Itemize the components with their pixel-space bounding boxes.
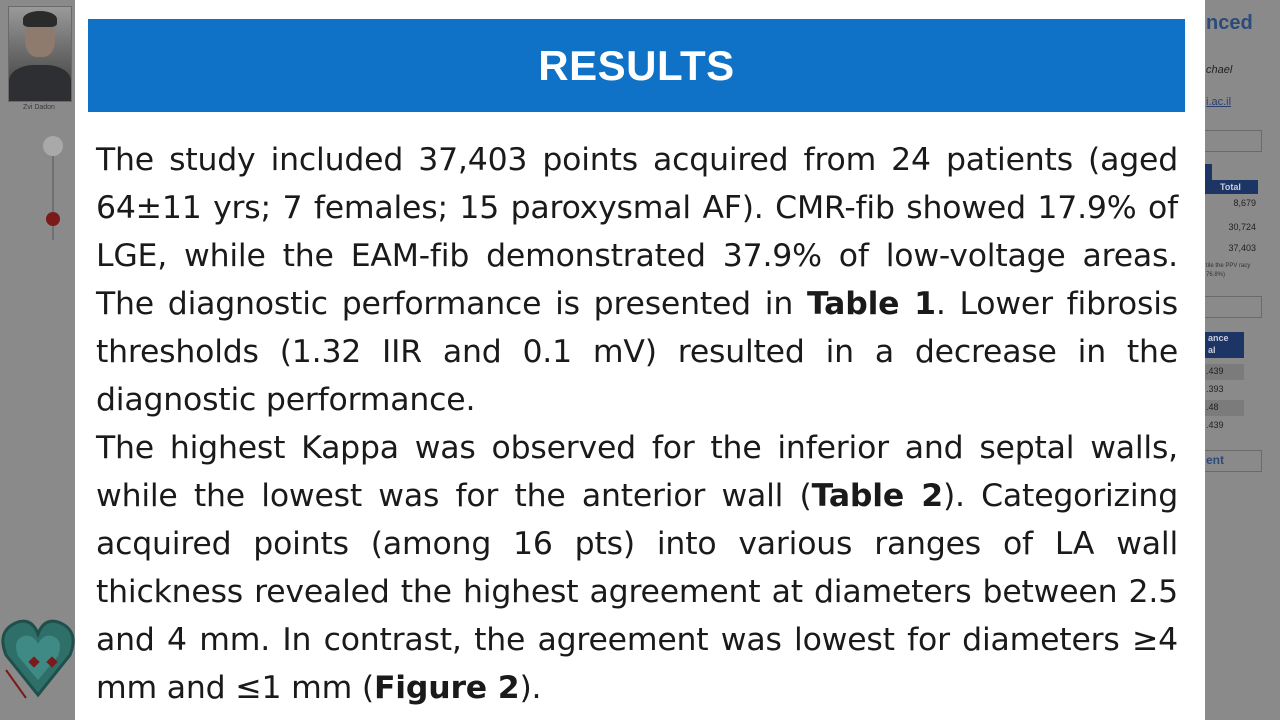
background-table2-value: .48 xyxy=(1206,402,1219,412)
paragraph-2-text: ). Categorizing acquired points (among 16 pts) into various ranges of LA wall thickness revealed the highest agreement at diameters between 2.5 and 4 mm. In contrast, the agreement was lowest for diameters ≥4 mm and ≤1 mm ( xyxy=(96,478,1178,706)
figure-2-reference: Figure 2 xyxy=(373,670,520,706)
paragraph-2-text: ). xyxy=(519,670,542,706)
timeline-marker-icon xyxy=(46,212,60,226)
background-table2-header xyxy=(1204,332,1244,358)
results-paragraph-2 xyxy=(96,424,1178,712)
results-paragraph-1 xyxy=(96,136,1178,424)
background-table1-value: 8,679 xyxy=(1233,198,1256,208)
slide-title: RESULTS xyxy=(538,41,735,89)
timeline-line xyxy=(52,150,54,240)
background-table2-value: .439 xyxy=(1206,366,1224,376)
background-table2-value: .393 xyxy=(1206,384,1224,394)
table-1-reference: Table 1 xyxy=(806,286,936,322)
background-table2-value: .439 xyxy=(1206,420,1224,430)
paragraph-2-text: The highest Kappa was observed for the inferior and septal walls, while the lowest was for the anterior wall ( xyxy=(96,430,1178,514)
heart-logo-icon xyxy=(0,600,76,710)
author-photo xyxy=(8,6,72,102)
background-table2-header-line: ance xyxy=(1208,333,1229,343)
background-table1-header: Total xyxy=(1204,180,1258,194)
author-caption: Zvi Dadon xyxy=(23,104,55,111)
background-section-heading: ent xyxy=(1206,453,1224,467)
paragraph-1-text: . Lower fibrosis thresholds (1.32 IIR and 0.1 mV) resulted in a decrease in the diagnostic performance. xyxy=(96,286,1178,418)
timeline-dot-icon xyxy=(43,136,63,156)
background-name-fragment: chael xyxy=(1206,64,1233,76)
background-table1-note: tile the PPV racy 76.8%) xyxy=(1206,263,1251,278)
background-right-panel xyxy=(1204,0,1280,720)
background-email-fragment: i.ac.il xyxy=(1206,96,1232,108)
background-section-box xyxy=(1204,130,1262,152)
background-section-box xyxy=(1204,296,1262,318)
paragraph-1-text: The study included 37,403 points acquired from 24 patients (aged 64±11 yrs; 7 females; 15 paroxysmal AF). CMR-fib showed 17.9% of LGE, while the EAM-fib demonstrated 37.9% of low-voltage areas. The diagnostic performance is presented in xyxy=(96,142,1178,322)
background-table-tab xyxy=(1204,164,1212,180)
table-2-reference: Table 2 xyxy=(811,478,943,514)
background-title-fragment: nced xyxy=(1206,12,1253,34)
background-table1-value: 30,724 xyxy=(1228,222,1256,232)
results-body xyxy=(96,136,1178,712)
background-table1-value: 37,403 xyxy=(1228,243,1256,253)
background-table2-header-line: al xyxy=(1208,345,1216,355)
results-banner xyxy=(88,19,1185,112)
